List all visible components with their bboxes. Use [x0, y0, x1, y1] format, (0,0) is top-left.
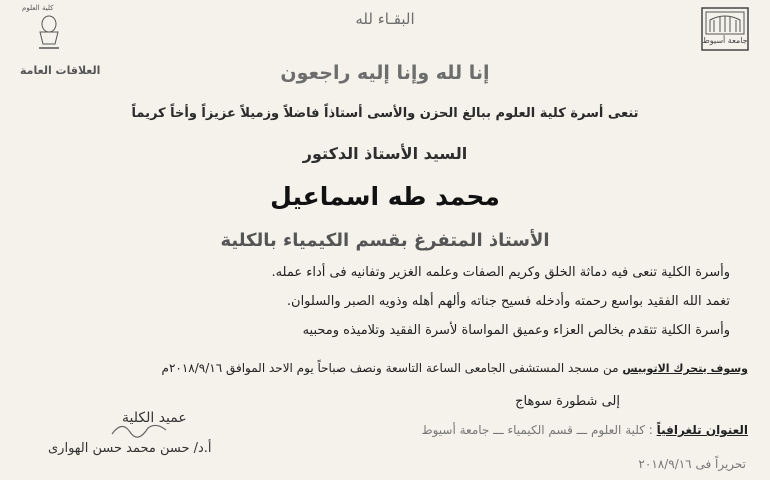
- bus-line-rest: من مسجد المستشفى الجامعى الساعة التاسعة ونصف صباحاً يوم الاحد الموافق ٢٠١٨/٩/١٦م: [161, 361, 619, 375]
- dean-title: عميد الكلية: [122, 410, 187, 426]
- destination-line: إلى شطورة سوهاج: [515, 394, 620, 409]
- body-line-3: وأسرة الكلية تتقدم بخالص العزاء وعميق المواساة لأسرة الفقيد وتلاميذه ومحبيه: [302, 323, 730, 338]
- dean-name: أ.د/ حسن محمد حسن الهوارى: [48, 441, 212, 456]
- address-value: : كلية العلوم ـــ قسم الكيمياء ـــ جامعة أسيوط: [421, 423, 653, 437]
- position-line: الأستاذ المتفرغ بقسم الكيمياء بالكلية: [220, 230, 550, 251]
- address-line: [421, 423, 748, 437]
- announcement-line: تنعى أسرة كلية العلوم ببالغ الحزن والأسى أستاذاً فاضلاً وزميلاً عزيزاً وأخاً كريماً: [131, 106, 639, 121]
- honorific-title: السيد الأستاذ الدكتور: [302, 144, 468, 163]
- signature-scribble-icon: [110, 418, 170, 440]
- deceased-name: محمد طه اسماعيل: [270, 182, 500, 211]
- address-label: العنوان تلغرافياً: [656, 423, 748, 437]
- public-relations-label: العلاقات العامة: [20, 64, 101, 77]
- university-logo-caption: جامعة أسيوط: [702, 36, 748, 45]
- bus-line-bold: وسوف يتحرك الاتوبيس: [622, 362, 748, 375]
- quran-verse: إنا لله وإنا إليه راجعون: [280, 62, 490, 84]
- faculty-logo-caption: كلية العلوم: [22, 4, 54, 12]
- date-line: تحريراً فى ٢٠١٨/٩/١٦: [638, 457, 746, 471]
- body-line-2: تغمد الله الفقيد بواسع رحمته وأدخله فسيح جناته وألهم أهله وذويه الصبر والسلوان.: [286, 294, 730, 309]
- body-line-1: وأسرة الكلية تنعى فيه دماثة الخلق وكريم الصفات وعلمه الغزير وتفانيه فى أداء عمله.: [271, 265, 730, 280]
- top-phrase: البقـاء لله: [355, 10, 415, 28]
- bus-line: [162, 361, 749, 375]
